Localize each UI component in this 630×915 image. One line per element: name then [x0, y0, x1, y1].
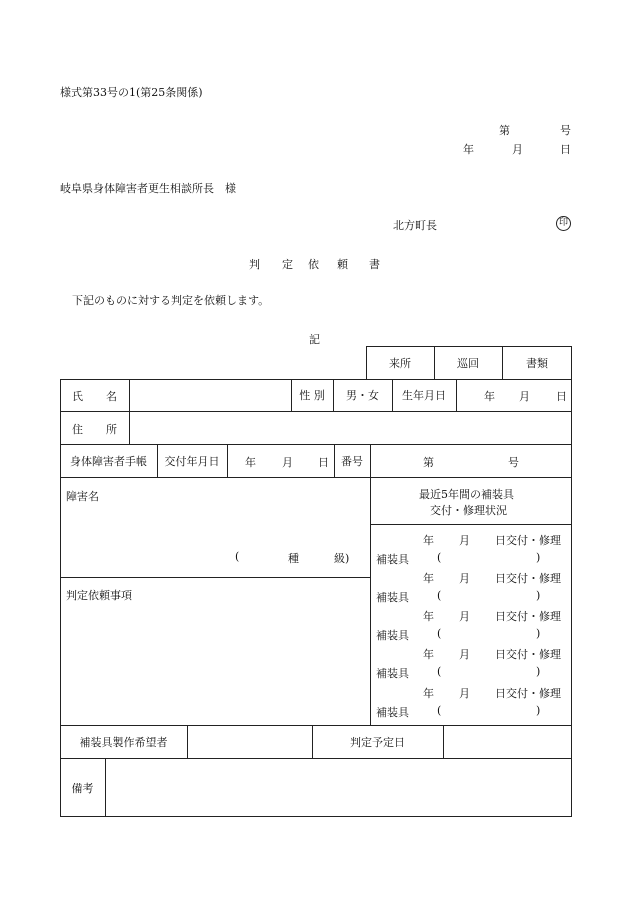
history-month: 月 [459, 572, 470, 585]
history-open: ( [437, 589, 442, 602]
history-status: 日交付・修理 [495, 687, 561, 700]
history-device: 補装具 [376, 553, 409, 566]
sex-value[interactable]: 男・女 [346, 389, 379, 402]
history-close: ) [536, 704, 541, 717]
number-go: 号 [508, 456, 519, 469]
title-char: 依 [308, 258, 319, 271]
notebook-label: 身体障害者手帳 [70, 454, 147, 468]
history-month: 月 [459, 648, 470, 661]
disability-kyu: 級) [334, 552, 350, 565]
title-char: 判 [249, 258, 260, 271]
doc-date-month: 月 [512, 143, 523, 156]
history-open: ( [437, 627, 442, 640]
name-field[interactable] [130, 380, 290, 411]
reception-documents: 書類 [526, 357, 548, 370]
history-year: 年 [423, 648, 434, 661]
history-month: 月 [459, 687, 470, 700]
disability-paren-open: ( [235, 550, 240, 563]
history-open: ( [437, 551, 442, 564]
judgment-date-field[interactable] [444, 726, 571, 758]
name-label-2: 名 [106, 390, 117, 403]
form-number: 様式第33号の1(第25条関係) [60, 86, 203, 99]
request-items-label: 判定依頼事項 [66, 589, 132, 602]
history-month: 月 [459, 610, 470, 623]
history-close: ) [536, 665, 541, 678]
history-close: ) [536, 627, 541, 640]
history-device: 補装具 [376, 667, 409, 680]
history-header-1: 最近5年間の補装具 [419, 488, 514, 501]
history-year: 年 [423, 572, 434, 585]
number-dai: 第 [423, 456, 434, 469]
birth-label: 生年月日 [402, 389, 446, 402]
maker-field[interactable] [188, 726, 312, 758]
name-label-1: 氏 [72, 390, 83, 403]
title-char: 定 [282, 258, 293, 271]
issue-day: 日 [318, 456, 329, 469]
birth-month: 月 [519, 390, 530, 403]
remarks-label: 備考 [71, 781, 94, 795]
birth-day: 日 [556, 390, 567, 403]
history-year: 年 [423, 534, 434, 547]
issue-month: 月 [282, 456, 293, 469]
doc-number-dai: 第 [499, 124, 510, 137]
disability-label: 障害名 [66, 490, 99, 503]
birth-year: 年 [484, 390, 495, 403]
title-char: 書 [369, 258, 380, 271]
reception-visit: 来所 [389, 357, 411, 370]
title-char: 頼 [337, 258, 348, 271]
address-label-2: 所 [106, 423, 117, 436]
history-close: ) [536, 589, 541, 602]
address-label-1: 住 [72, 423, 83, 436]
seal-mark: 印 [556, 216, 571, 231]
sender: 北方町長 [393, 219, 437, 232]
history-open: ( [437, 665, 442, 678]
history-open: ( [437, 704, 442, 717]
doc-number-go: 号 [560, 124, 571, 137]
remarks-field[interactable] [106, 759, 571, 816]
judgment-date-label: 判定予定日 [350, 735, 405, 749]
history-month: 月 [459, 534, 470, 547]
address-field[interactable] [130, 412, 571, 444]
history-device: 補装具 [376, 706, 409, 719]
intro-text: 下記のものに対する判定を依頼します。 [72, 294, 270, 307]
doc-date-year: 年 [463, 143, 474, 156]
history-header-2: 交付・修理状況 [430, 504, 507, 517]
disability-shu: 種 [288, 552, 299, 565]
history-status: 日交付・修理 [495, 534, 561, 547]
history-close: ) [536, 551, 541, 564]
history-device: 補装具 [376, 591, 409, 604]
history-status: 日交付・修理 [495, 648, 561, 661]
history-status: 日交付・修理 [495, 572, 561, 585]
history-year: 年 [423, 610, 434, 623]
ki-mark: 記 [309, 333, 320, 346]
reception-tour: 巡回 [457, 357, 479, 370]
number-label: 番号 [341, 454, 363, 468]
doc-date-day: 日 [560, 143, 571, 156]
issue-date-label: 交付年月日 [164, 454, 220, 468]
issue-year: 年 [245, 456, 256, 469]
history-device: 補装具 [376, 629, 409, 642]
history-year: 年 [423, 687, 434, 700]
maker-label: 補装具製作希望者 [79, 735, 168, 749]
addressee: 岐阜県身体障害者更生相談所長 様 [60, 182, 236, 195]
sex-label: 性 別 [299, 389, 325, 402]
history-status: 日交付・修理 [495, 610, 561, 623]
